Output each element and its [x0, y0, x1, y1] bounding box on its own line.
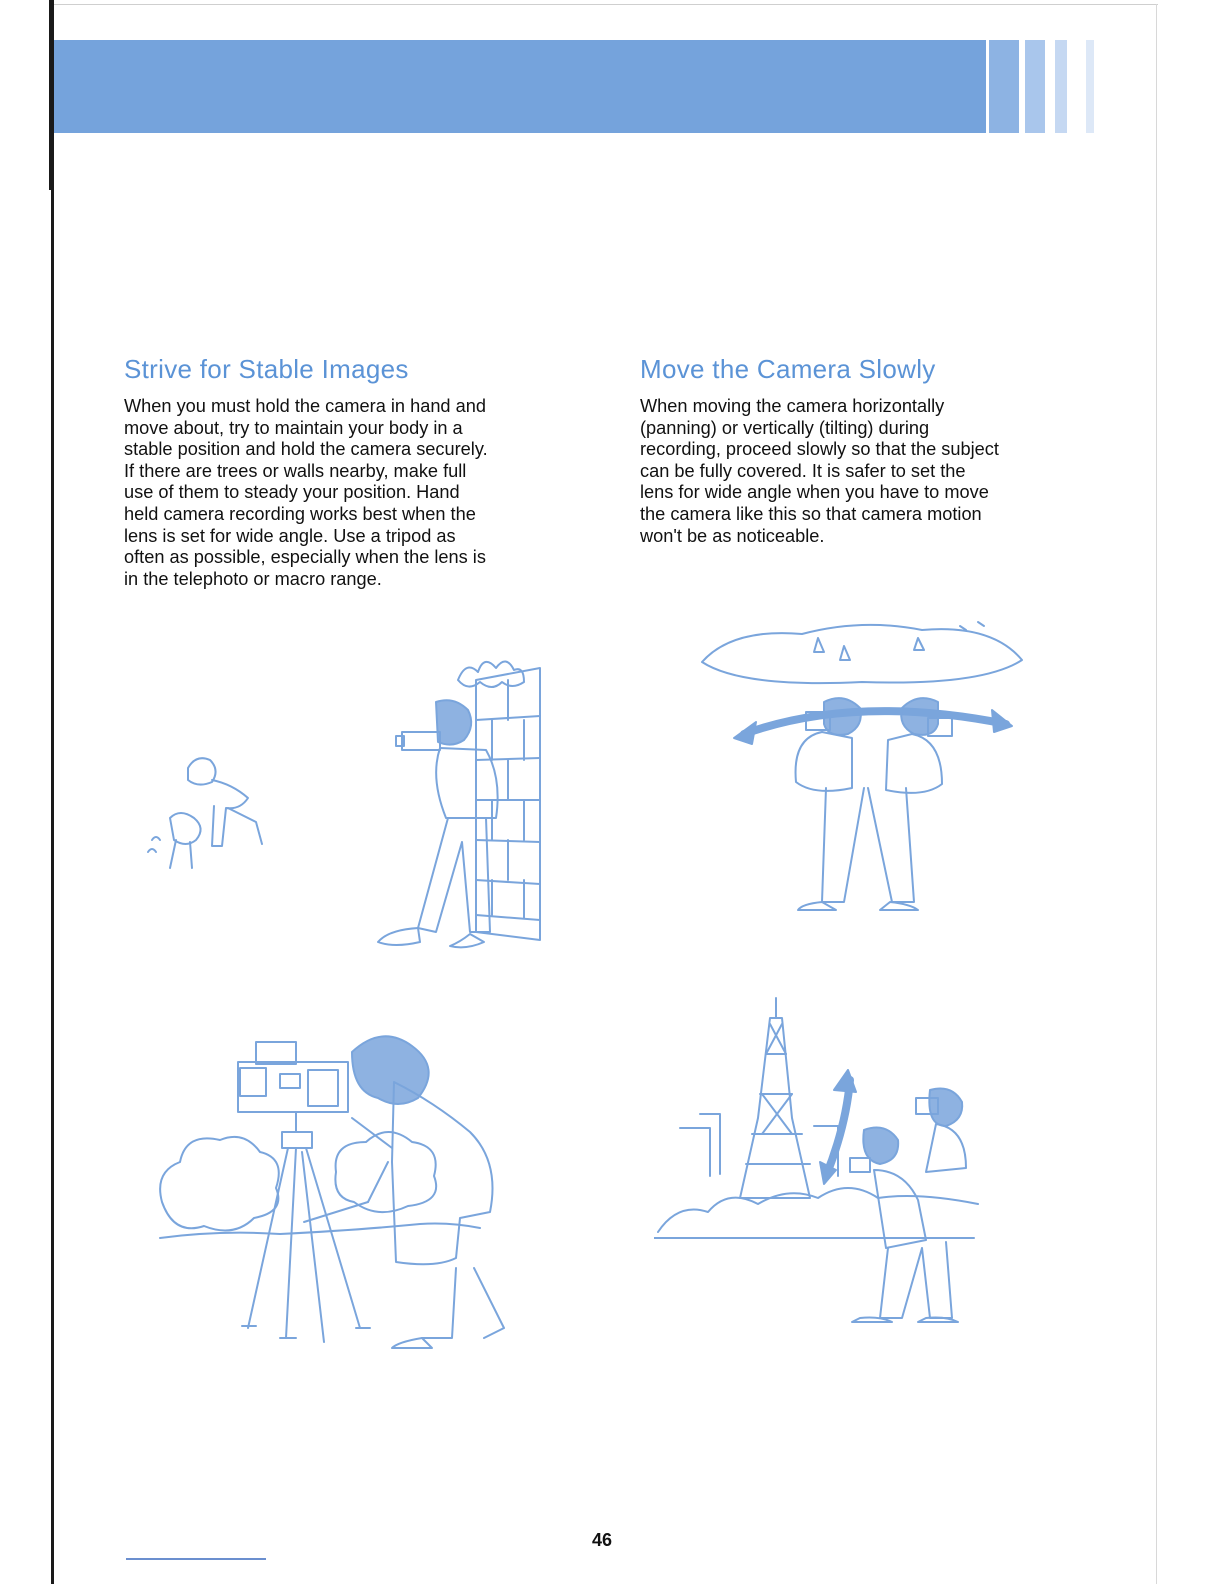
body-line: stable position and hold the camera securely. — [124, 439, 488, 460]
page-left-edge — [51, 0, 54, 1584]
section-body — [640, 396, 1100, 547]
header-band-stripe — [989, 40, 1019, 133]
footer-rule — [126, 1558, 266, 1560]
section-move-slowly — [640, 352, 1100, 547]
body-line: move about, try to maintain your body in a — [124, 417, 463, 438]
body-line: When you must hold the camera in hand and — [124, 396, 486, 416]
body-line: lens for wide angle when you have to move — [640, 482, 989, 503]
illustration-tilting — [654, 994, 984, 1334]
body-line: the camera like this so that camera motion — [640, 503, 982, 524]
header-band-stripe — [1086, 40, 1094, 133]
section-body — [124, 396, 574, 590]
section-heading: Strive for Stable Images — [124, 354, 409, 384]
page-top-edge — [54, 4, 1158, 5]
body-line: in the telephoto or macro range. — [124, 568, 382, 589]
header-band — [54, 40, 986, 133]
section-stable-images — [124, 352, 574, 590]
body-line: can be fully covered. It is safer to set the — [640, 460, 966, 481]
header-band-stripe — [1055, 40, 1067, 133]
body-line: If there are trees or walls nearby, make full — [124, 460, 467, 481]
section-heading: Move the Camera Slowly — [640, 354, 936, 384]
body-line: held camera recording works best when the — [124, 503, 476, 524]
illustration-panning — [694, 612, 1024, 922]
body-line: use of them to steady your position. Hand — [124, 482, 460, 503]
page-right-edge — [1156, 4, 1157, 1584]
illustration-wall-support — [140, 640, 560, 960]
illustration-tripod — [156, 1022, 556, 1362]
body-line: lens is set for wide angle. Use a tripod as — [124, 525, 456, 546]
page-number: 46 — [591, 1530, 613, 1550]
body-line: When moving the camera horizontally — [640, 396, 945, 416]
body-line: often as possible, especially when the lens is — [124, 547, 486, 568]
header-band-stripe — [1025, 40, 1045, 133]
body-line: (panning) or vertically (tilting) during — [640, 417, 930, 438]
body-line: won't be as noticeable. — [640, 525, 825, 546]
body-line: recording, proceed slowly so that the subject — [640, 439, 999, 460]
